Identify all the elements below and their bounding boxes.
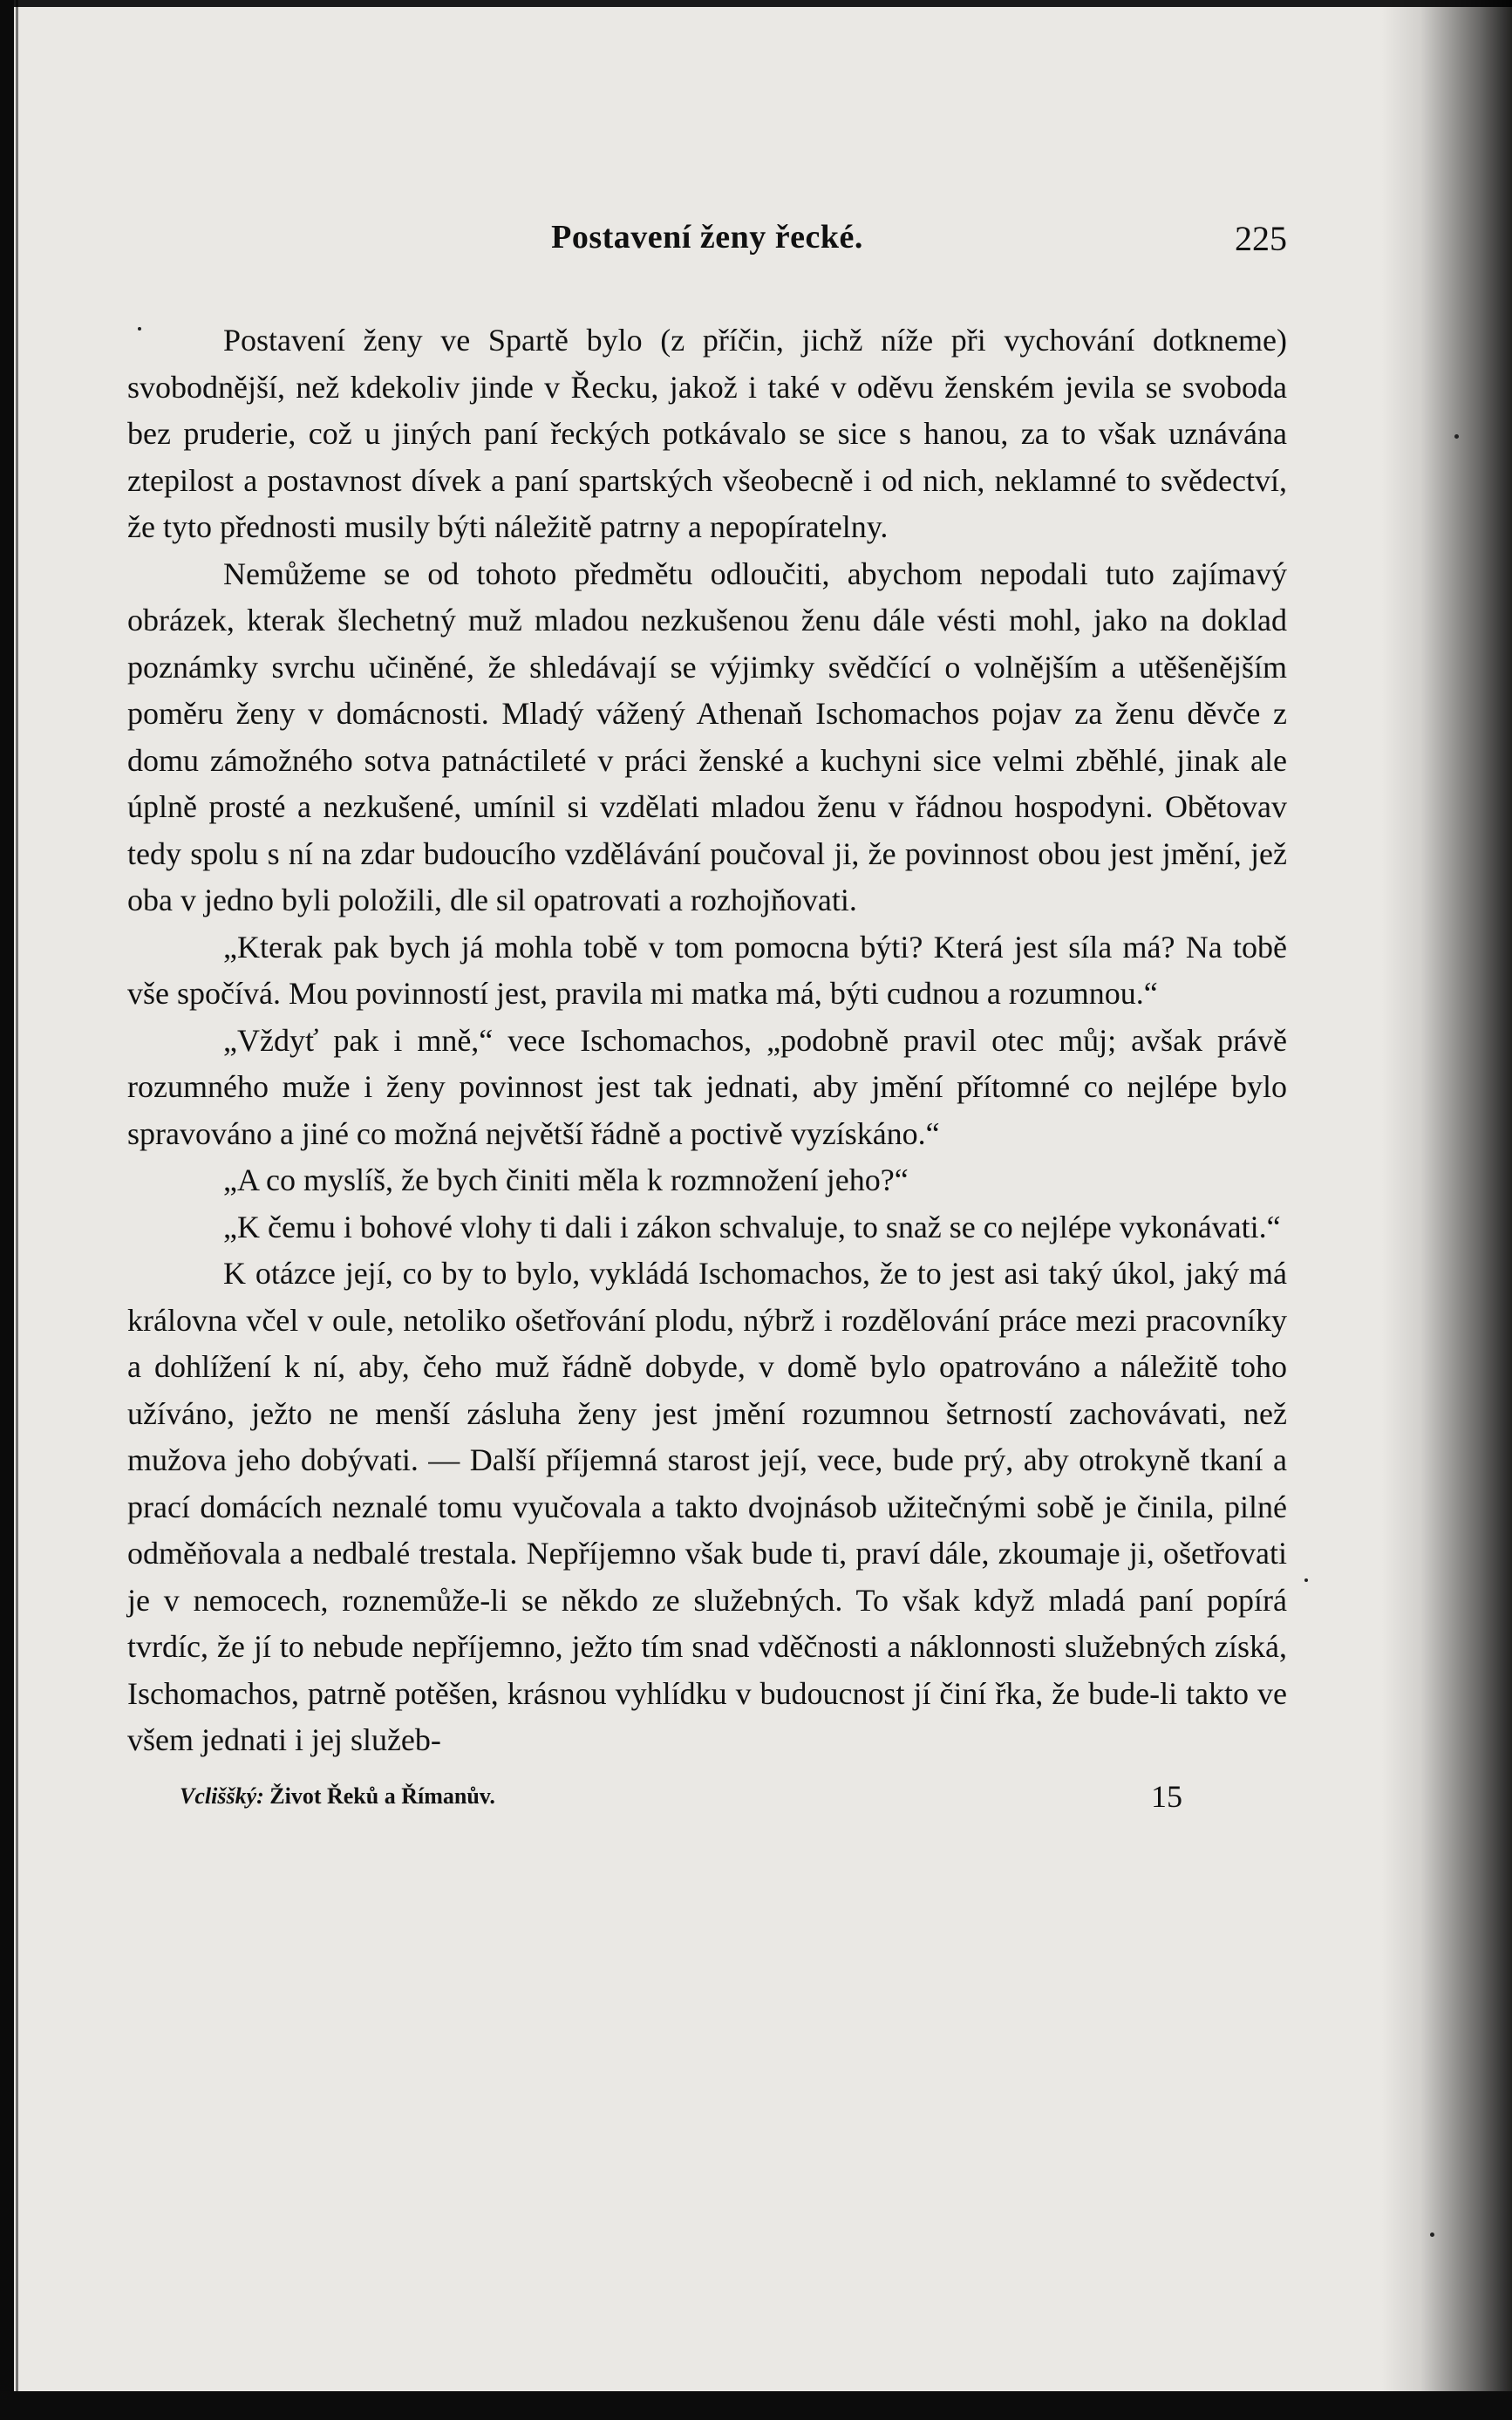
footer-book-title: Život Řeků a Římanův. bbox=[269, 1783, 495, 1809]
footer-author: Vcliššký: bbox=[180, 1783, 264, 1809]
body-text bbox=[127, 317, 1287, 1764]
scan-right-shadow bbox=[1381, 0, 1512, 2420]
dust-speck bbox=[1430, 2233, 1434, 2237]
paragraph: Postavení ženy ve Spartě bylo (z příčin, jichž níže při vychování dotkneme) svobodnější, než kdekoliv jinde v Řecku, jakož i také v oděvu ženském jevila se svoboda bez pruderie, což u jiných paní řeckých potkávalo se sice s hanou, za to však uznávána ztepilost a postavnost dívek a paní spartských všeobecně i od nich, neklamné to svědectví, že tyto přednosti musily býti náležitě patrny a nepopíratelny. bbox=[127, 323, 1287, 544]
paragraph: „A co myslíš, že bych činiti měla k rozmnožení jeho?“ bbox=[223, 1162, 909, 1197]
sheet-number: 15 bbox=[1151, 1778, 1182, 1814]
paragraph: K otázce její, co by to bylo, vykládá Ischomachos, že to jest asi taký úkol, jaký má královna včel v oule, netoliko ošetřování plodu, nýbrž i rozdělování práce mezi pracovníky a dohlížení k ní, aby, čeho muž řádně dobyde, v domě bylo opatrováno a náležitě toho užíváno, ježto ne menší zásluha ženy jest jmění rozumnou šetrností zachovávati, než mužova jeho dobývati. — Další příjemná starost její, vece, bude prý, aby otrokyně tkaní a prací domácích neznalé tomu vyučovala a takto dvojnásob užitečnými sobě je činila, pilné odměňovala a nedbalé trestala. Nepříjemno však bude ti, praví dále, zkoumaje ji, ošetřovati je v nemocech, roznemůže-li se někdo ze služebných. To však když mladá paní popírá tvrdíc, že jí to nebude nepříjemno, ježto tím snad vděčnosti a náklonnosti služebných získá, Ischomachos, patrně potěšen, krásnou vyhlídku v budoucnost jí činí řka, že bude-li takto ve všem jednati i jej služeb- bbox=[127, 1256, 1287, 1757]
book-page bbox=[127, 218, 1287, 1822]
binding-edge bbox=[16, 0, 18, 2420]
running-title: Postavení ženy řecké. bbox=[551, 219, 863, 256]
scan-bottom-border bbox=[0, 2391, 1512, 2420]
signature-line bbox=[180, 1783, 495, 1810]
scan-left-border bbox=[0, 0, 14, 2420]
scan-top-border bbox=[0, 0, 1512, 7]
page-footer bbox=[127, 1778, 1287, 1822]
dust-speck bbox=[1304, 1578, 1308, 1582]
paragraph: „Kterak pak bych já mohla tobě v tom pomocna býti? Která jest síla má? Na tobě vše spočívá. Mou povinností jest, pravila mi matka má, býti cudnou a rozumnou.“ bbox=[127, 929, 1287, 1011]
paragraph: Nemůžeme se od tohoto předmětu odloučiti, abychom nepodali tuto zajímavý obrázek, kterak šlechetný muž mladou nezkušenou ženu dále vésti mohl, jako na doklad poznámky svrchu učiněné, že shledávají se výjimky svědčící o volnějším a utěšenějším poměru ženy v domácnosti. Mladý vážený Athenaň Ischomachos pojav za ženu děvče z domu zámožného sotva patnáctileté v práci ženské a kuchyni sice velmi zběhlé, jinak ale úplně prosté a nezkušené, umínil si vzdělati mladou ženu v řádnou hospodyni. Obětovav tedy spolu s ní na zdar budoucího vzdělávání poučoval ji, že povinnost obou jest jmění, jež oba v jedno byli položili, dle sil opatrovati a rozhojňovati. bbox=[127, 556, 1287, 917]
running-header bbox=[127, 218, 1287, 272]
paragraph: „Vždyť pak i mně,“ vece Ischomachos, „podobně pravil otec můj; avšak právě rozumného muže i ženy povinnost jest tak jednati, aby jmění přítomné co nejlépe bylo spravováno a jiné co možná největší řádně a poctivě vyzískáno.“ bbox=[127, 1022, 1287, 1151]
paragraph: „K čemu i bohové vlohy ti dali i zákon schvaluje, to snaž se co nejlépe vykonávati.“ bbox=[223, 1209, 1281, 1244]
page-number: 225 bbox=[1235, 219, 1287, 258]
dust-speck bbox=[1454, 434, 1459, 439]
